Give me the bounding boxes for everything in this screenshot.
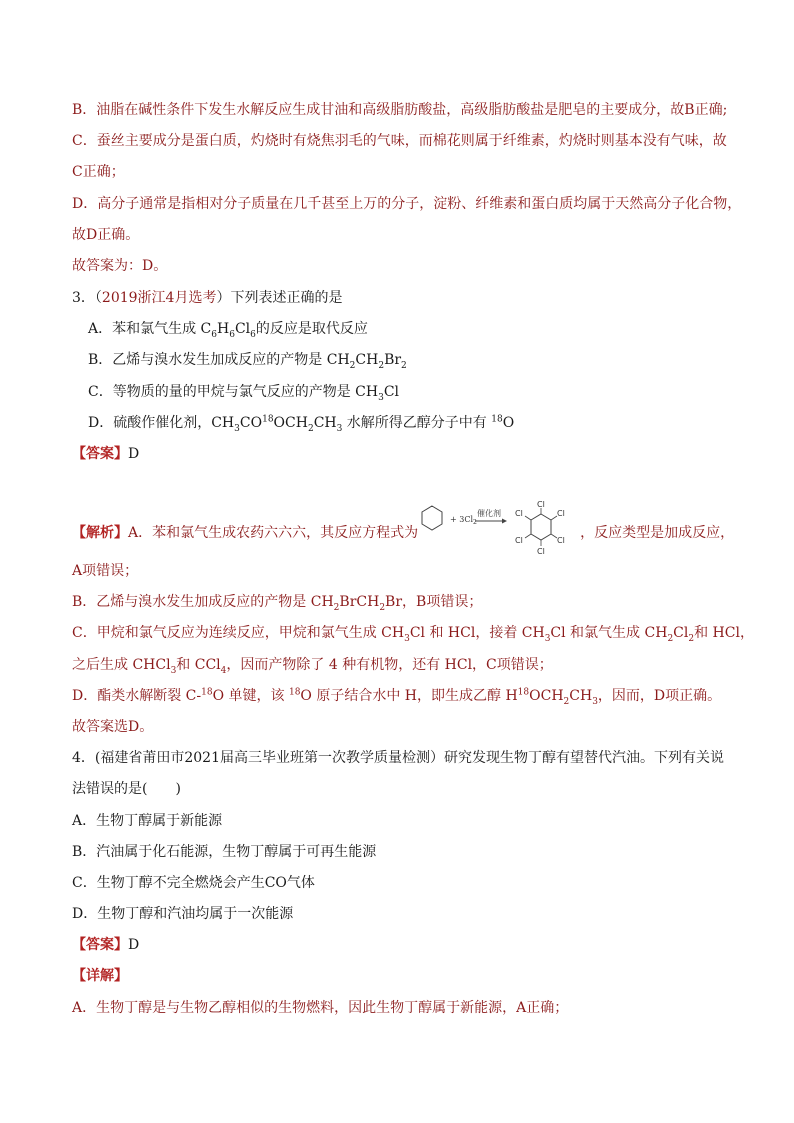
q3-source: 2019浙江4月选考 (101, 290, 217, 306)
q2-option-c-analysis-line2: C正确； (72, 164, 125, 180)
document-page (72, 0, 754, 1123)
q4-answer: 【答案】D (72, 937, 140, 953)
q3-analysis-option-a: 【解析】A．苯和氯气生成农药六六六，其反应方程式为 + $3Cl_2$ 催化剂 Cl Cl Cl Cl Cl Cl ，反应类型是加成反应， (72, 500, 732, 536)
q3-option-b: B．乙烯与溴水发生加成反应的产物是 $CH_2CH_2Br_2$ (88, 352, 407, 371)
q3-option-a: A．苯和氯气生成 $C_6H_6Cl_6$的反应是取代反应 (88, 321, 368, 340)
cl-label: Cl (515, 509, 523, 518)
q3-answer: 【答案】D (72, 446, 140, 462)
cl-label: Cl (557, 536, 565, 545)
q4-stem-line2: 法错误的是( ) (72, 781, 181, 797)
q3-stem: 3．（2019浙江4月选考）下列表述正确的是 (72, 290, 343, 306)
answer-label: 答案 (86, 446, 114, 462)
q2-option-c-analysis-line1: C．蚕丝主要成分是蛋白质，灼烧时有烧焦羽毛的气味，而棉花则属于纤维素，灼烧时则基本没有气味，故 (72, 133, 727, 149)
q3-conclusion: 故答案选D。 (72, 719, 154, 735)
q2-conclusion: 故答案为：D。 (72, 258, 168, 274)
benzene-ring (422, 506, 442, 530)
q3-option-d: D．硫酸作催化剂，$CH_3CO^{18}OCH_2CH_3$ 水解所得乙醇分子中有 $^{18}$O (88, 414, 515, 434)
benzene-chlorination-equation (420, 500, 578, 566)
cl-label: Cl (557, 509, 565, 518)
q4-detail-heading: 【详解】 (72, 968, 128, 984)
catalyst-text: 催化剂 (477, 509, 502, 518)
cl-label: Cl (515, 536, 523, 545)
q2-option-d-analysis-line2: 故D正确。 (72, 227, 140, 243)
q2-option-d-analysis-line1: D．高分子通常是指相对分子质量在几千甚至上万的分子，淀粉、纤维素和蛋白质均属于天然高分子化合物， (72, 196, 742, 212)
q3-analysis-option-d: D．酯类水解断裂 C-$^{18}$O 单键，该 $^{18}$O 原子结合水中 H，即生成乙醇 $H^{18}OCH_2CH_3$，因而，D项正确。 (72, 687, 722, 707)
cl-label: Cl (537, 547, 545, 556)
q2-option-b-analysis: B．油脂在碱性条件下发生水解反应生成甘油和高级脂肪酸盐，高级脂肪酸盐是肥皂的主要成分，故B正确; (72, 102, 728, 118)
detail-label: 详解 (86, 968, 114, 984)
q4-option-c: C．生物丁醇不完全燃烧会产生CO气体 (72, 875, 315, 891)
q4-stem-line1: 4．(福建省莆田市2021届高三毕业班第一次教学质量检测）研究发现生物丁醇有望替代汽油。下列有关说 (72, 750, 724, 766)
hexachlorocyclohexane-ring (531, 514, 551, 540)
q3-analysis-option-b: B．乙烯与溴水发生加成反应的产物是 $CH_2BrCH_2Br$，B项错误； (72, 594, 483, 613)
analysis-label: 解析 (86, 525, 114, 541)
q4-option-a: A．生物丁醇属于新能源 (72, 813, 223, 829)
reagent-text: + $3Cl_2$ (450, 515, 477, 526)
cl-label: Cl (537, 500, 545, 509)
q3-analysis-option-c-line2: 之后生成 CHCl$_3$和 CCl$_4$，因而产物除了 4 种有机物，还有 HCl，C项错误； (72, 657, 553, 676)
q3-analysis-option-c-line1: C．甲烷和氯气反应为连续反应，甲烷和氯气生成 $CH_3Cl$ 和 HCl，接着 $CH_3Cl$ 和氯气生成 $CH_2Cl_2$和 HCl， (72, 625, 754, 644)
q3-option-c: C．等物质的量的甲烷与氯气反应的产物是 $CH_3Cl$ (88, 384, 400, 403)
q4-option-b: B．汽油属于化石能源，生物丁醇属于可再生能源 (72, 844, 377, 860)
answer-value: D (128, 446, 140, 462)
answer-label: 答案 (86, 937, 114, 953)
q4-detail-option-a: A．生物丁醇是与生物乙醇相似的生物燃料，因此生物丁醇属于新能源，A正确； (72, 1000, 569, 1016)
q4-option-d: D．生物丁醇和汽油均属于一次能源 (72, 906, 294, 922)
answer-value: D (128, 937, 140, 953)
q3-analysis-option-a-end: A项错误； (72, 563, 139, 579)
